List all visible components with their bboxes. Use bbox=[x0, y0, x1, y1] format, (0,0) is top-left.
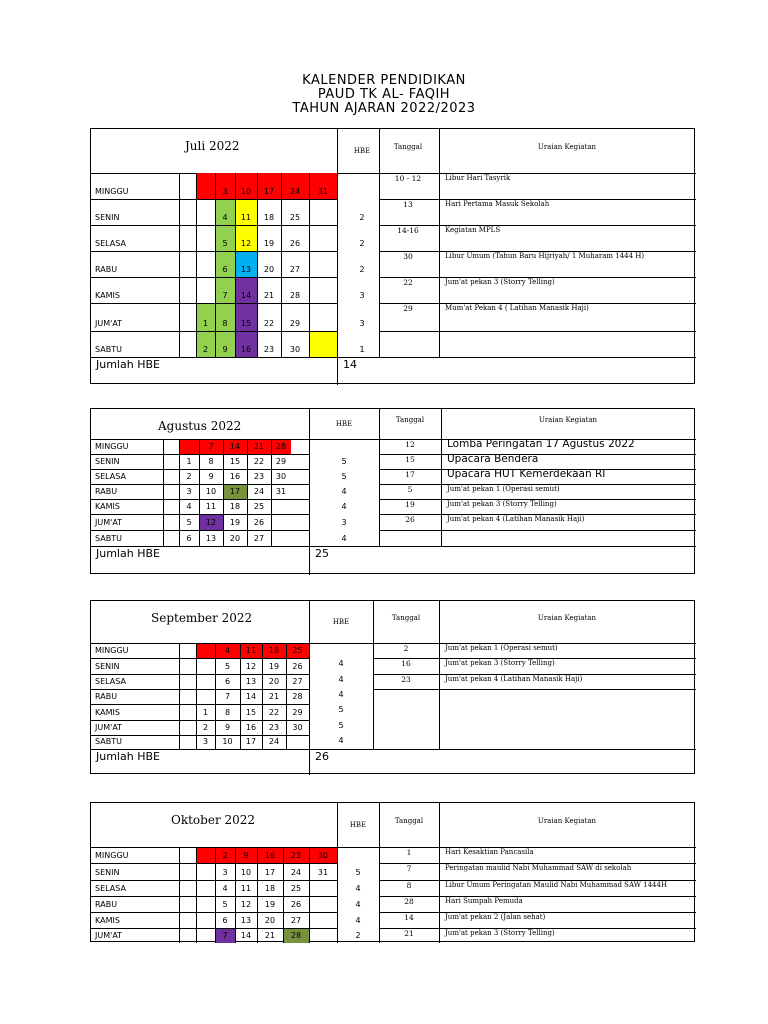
calendar-date: 4 bbox=[186, 502, 192, 511]
date-highlight bbox=[197, 643, 215, 658]
activity-description: Jum'at pekan 3 (Storry Telling) bbox=[445, 659, 555, 667]
divider bbox=[91, 331, 337, 332]
divider bbox=[91, 454, 309, 455]
divider bbox=[91, 928, 337, 929]
activity-description: Jum'at pekan 2 (Jalan sehat) bbox=[445, 913, 546, 921]
activity-description: Jum'at pekan 4 (Latihan Manasik Haji) bbox=[447, 515, 585, 523]
calendar-date: 15 bbox=[245, 708, 257, 717]
calendar-date: 19 bbox=[264, 900, 276, 909]
calendar-date: 9 bbox=[243, 851, 249, 860]
calendar-date: 29 bbox=[289, 319, 301, 328]
month-name: September 2022 bbox=[151, 611, 253, 625]
hbe-count: 2 bbox=[355, 931, 361, 940]
activity-date: 29 bbox=[403, 304, 413, 313]
divider bbox=[379, 530, 696, 531]
weekday-label: KAMIS bbox=[95, 291, 120, 300]
calendar-date: 4 bbox=[222, 884, 228, 893]
hbe-count: 4 bbox=[355, 900, 361, 909]
calendar-date: 23 bbox=[263, 345, 275, 354]
weekday-label: SABTU bbox=[95, 345, 122, 354]
divider bbox=[441, 409, 442, 546]
calendar-date: 14 bbox=[240, 931, 252, 940]
calendar-date: 6 bbox=[224, 677, 231, 686]
divider bbox=[439, 803, 440, 943]
calendar-date: 25 bbox=[292, 646, 303, 655]
calendar-date: 16 bbox=[245, 723, 257, 732]
weekday-label: SABTU bbox=[95, 534, 122, 543]
divider bbox=[439, 129, 440, 357]
calendar-date: 10 bbox=[205, 487, 217, 496]
divider bbox=[91, 303, 337, 304]
calendar-date: 30 bbox=[317, 851, 329, 860]
activity-description: Jum'at pekan 3 (Storry Telling) bbox=[445, 278, 555, 286]
divider bbox=[91, 720, 309, 721]
hbe-count: 3 bbox=[359, 291, 365, 300]
activity-date: 28 bbox=[404, 897, 414, 906]
calendar-date: 23 bbox=[268, 723, 280, 732]
activity-date: 7 bbox=[406, 864, 412, 873]
activity-description: Libur Umum Peringatan Maulid Nabi Muhammad SAW 1444H bbox=[445, 881, 668, 889]
activity-date: 17 bbox=[405, 470, 415, 479]
calendar-date: 8 bbox=[208, 457, 214, 466]
calendar-date: 7 bbox=[222, 931, 228, 940]
jumlah-hbe-label: Jumlah HBE bbox=[96, 547, 160, 560]
calendar-date: 15 bbox=[229, 457, 241, 466]
tanggal-header: Tanggal bbox=[395, 416, 425, 424]
divider bbox=[91, 863, 337, 864]
calendar-date: 3 bbox=[186, 487, 192, 496]
calendar-date: 20 bbox=[229, 534, 241, 543]
jumlah-hbe-label: Jumlah HBE bbox=[96, 358, 160, 371]
activity-date: 14-16 bbox=[397, 226, 419, 235]
divider bbox=[91, 277, 337, 278]
school-name: PAUD TK AL- FAQIH bbox=[317, 87, 451, 102]
calendar-date: 27 bbox=[289, 265, 301, 274]
weekday-label: SELASA bbox=[95, 472, 126, 481]
hbe-count: 3 bbox=[359, 319, 365, 328]
tanggal-header: Tanggal bbox=[394, 817, 424, 825]
activity-description: Jum'at pekan 3 (Storry Telling) bbox=[445, 929, 555, 937]
weekday-label: RABU bbox=[95, 900, 118, 909]
calendar-date: 26 bbox=[290, 900, 302, 909]
activity-description: Kegiatan MPLS bbox=[445, 226, 501, 234]
hbe-count: 5 bbox=[341, 457, 347, 466]
calendar-date: 11 bbox=[240, 213, 252, 222]
calendar-date: 24 bbox=[289, 187, 301, 196]
weekday-label: MINGGU bbox=[95, 442, 129, 451]
calendar-date: 7 bbox=[222, 291, 228, 300]
calendar-date: 11 bbox=[245, 646, 257, 655]
divider bbox=[309, 749, 310, 775]
divider bbox=[91, 514, 309, 515]
date-highlight bbox=[180, 439, 199, 454]
uraian-header: Uraian Kegiatan bbox=[537, 143, 597, 151]
tanggal-header: Tanggal bbox=[391, 614, 421, 622]
calendar-date: 1 bbox=[202, 708, 209, 717]
calendar-date: 18 bbox=[264, 884, 276, 893]
divider bbox=[309, 173, 310, 357]
date-highlight bbox=[310, 331, 337, 357]
calendar-date: 6 bbox=[186, 534, 192, 543]
activity-date: 14 bbox=[404, 913, 414, 922]
divider bbox=[91, 499, 309, 500]
activity-description: Lomba Peringatan 17 Agustus 2022 bbox=[447, 438, 635, 450]
calendar-title: KALENDER PENDIDIKAN bbox=[302, 73, 466, 88]
calendar-date: 26 bbox=[292, 662, 303, 671]
divider bbox=[373, 689, 696, 690]
divider bbox=[337, 357, 338, 385]
divider bbox=[379, 331, 696, 332]
calendar-date: 21 bbox=[253, 442, 265, 451]
divider bbox=[91, 643, 309, 644]
divider bbox=[91, 847, 337, 848]
divider bbox=[379, 803, 380, 943]
divider bbox=[91, 469, 309, 470]
weekday-label: MINGGU bbox=[95, 851, 129, 860]
calendar-month-0 bbox=[90, 128, 695, 384]
calendar-date: 17 bbox=[245, 737, 257, 746]
divider bbox=[91, 199, 337, 200]
calendar-date: 24 bbox=[268, 737, 280, 746]
academic-year: TAHUN AJARAN 2022/2023 bbox=[292, 101, 476, 116]
hbe-header: HBE bbox=[332, 618, 350, 626]
calendar-date: 2 bbox=[186, 472, 192, 481]
calendar-date: 20 bbox=[264, 916, 276, 925]
calendar-month-3 bbox=[90, 802, 695, 942]
hbe-count: 4 bbox=[355, 916, 361, 925]
calendar-date: 22 bbox=[263, 319, 275, 328]
calendar-date: 10 bbox=[240, 187, 252, 196]
activity-description: Libur Umum (Tahun Baru Hijriyah/ 1 Muharam 1444 H) bbox=[445, 252, 645, 260]
calendar-date: 6 bbox=[222, 265, 228, 274]
calendar-date: 25 bbox=[253, 502, 265, 511]
calendar-date: 19 bbox=[229, 518, 241, 527]
divider bbox=[91, 735, 309, 736]
weekday-label: SELASA bbox=[95, 677, 126, 686]
weekday-label: JUM'AT bbox=[95, 931, 123, 940]
divider bbox=[91, 749, 696, 750]
hbe-count: 4 bbox=[338, 736, 344, 745]
weekday-label: SELASA bbox=[95, 884, 126, 893]
calendar-date: 18 bbox=[268, 646, 280, 655]
calendar-date: 30 bbox=[292, 723, 303, 732]
calendar-date: 16 bbox=[229, 472, 241, 481]
month-name: Agustus 2022 bbox=[158, 419, 242, 433]
divider bbox=[91, 896, 337, 897]
calendar-date: 13 bbox=[205, 534, 217, 543]
calendar-date: 25 bbox=[290, 884, 302, 893]
hbe-count: 4 bbox=[338, 690, 344, 699]
divider bbox=[91, 658, 309, 659]
activity-date: 12 bbox=[405, 440, 415, 449]
calendar-date: 18 bbox=[263, 213, 275, 222]
calendar-date: 17 bbox=[264, 868, 276, 877]
calendar-date: 2 bbox=[222, 851, 228, 860]
calendar-date: 2 bbox=[202, 723, 209, 732]
activity-description: Mum'at Pekan 4 ( Latihan Manasik Haji) bbox=[445, 304, 589, 312]
calendar-date: 21 bbox=[268, 692, 280, 701]
divider bbox=[91, 912, 337, 913]
activity-date: 8 bbox=[406, 881, 412, 890]
calendar-date: 15 bbox=[240, 319, 252, 328]
uraian-header: Uraian Kegiatan bbox=[537, 817, 597, 825]
calendar-date: 3 bbox=[222, 868, 228, 877]
activity-date: 23 bbox=[401, 675, 411, 684]
hbe-count: 4 bbox=[341, 502, 347, 511]
divider bbox=[91, 704, 309, 705]
calendar-date: 1 bbox=[202, 319, 209, 328]
tanggal-header: Tanggal bbox=[393, 143, 423, 151]
calendar-date: 27 bbox=[290, 916, 302, 925]
activity-description: Hari Pertama Masuk Sekolah bbox=[445, 200, 550, 208]
jumlah-hbe-label: Jumlah HBE bbox=[96, 750, 160, 763]
calendar-date: 31 bbox=[275, 487, 287, 496]
weekday-label: JUM'AT bbox=[95, 518, 123, 527]
calendar-date: 28 bbox=[289, 291, 301, 300]
divider bbox=[91, 357, 696, 358]
activity-date: 22 bbox=[403, 278, 413, 287]
calendar-date: 24 bbox=[290, 868, 302, 877]
calendar-date: 29 bbox=[292, 708, 303, 717]
month-name: Oktober 2022 bbox=[171, 813, 256, 827]
activity-description: Jum'at pekan 1 (Operasi semut) bbox=[447, 485, 560, 493]
divider bbox=[91, 689, 309, 690]
weekday-label: MINGGU bbox=[95, 646, 129, 655]
calendar-date: 20 bbox=[268, 677, 280, 686]
calendar-month-2 bbox=[90, 600, 695, 774]
date-highlight bbox=[197, 173, 215, 199]
activity-date: 10 - 12 bbox=[394, 174, 422, 183]
activity-date: 21 bbox=[404, 929, 414, 938]
calendar-date: 19 bbox=[263, 239, 275, 248]
calendar-date: 27 bbox=[292, 677, 303, 686]
calendar-date: 22 bbox=[268, 708, 280, 717]
calendar-date: 26 bbox=[289, 239, 301, 248]
calendar-date: 9 bbox=[224, 723, 231, 732]
divider bbox=[91, 251, 337, 252]
calendar-date: 14 bbox=[245, 692, 257, 701]
activity-description: Peringatan maulid Nabi Muhammad SAW di sekolah bbox=[445, 864, 632, 872]
calendar-date: 19 bbox=[268, 662, 280, 671]
calendar-date: 21 bbox=[263, 291, 275, 300]
calendar-date: 7 bbox=[224, 692, 231, 701]
calendar-date: 10 bbox=[222, 737, 233, 746]
divider bbox=[309, 546, 310, 575]
activity-description: Jum'at pekan 1 (Operasi semut) bbox=[445, 644, 558, 652]
weekday-label: JUM'AT bbox=[95, 723, 123, 732]
hbe-header: HBE bbox=[349, 821, 367, 829]
calendar-date: 10 bbox=[240, 868, 252, 877]
calendar-date: 3 bbox=[202, 737, 209, 746]
calendar-date: 28 bbox=[290, 931, 302, 940]
activity-description: Jum'at pekan 4 (Latihan Manasik Haji) bbox=[445, 675, 583, 683]
calendar-date: 1 bbox=[186, 457, 192, 466]
activity-date: 2 bbox=[403, 644, 409, 653]
calendar-date: 12 bbox=[245, 662, 257, 671]
date-highlight bbox=[197, 847, 215, 863]
calendar-date: 30 bbox=[289, 345, 301, 354]
hbe-count: 5 bbox=[338, 721, 344, 730]
calendar-date: 8 bbox=[224, 708, 231, 717]
hbe-count: 4 bbox=[341, 487, 347, 496]
calendar-date: 24 bbox=[253, 487, 265, 496]
jumlah-hbe-total: 25 bbox=[315, 547, 329, 560]
calendar-date: 9 bbox=[222, 345, 228, 354]
activity-description: Upacara HUT Kemerdekaan RI bbox=[447, 468, 606, 480]
activity-date: 26 bbox=[405, 515, 415, 524]
divider bbox=[91, 530, 309, 531]
hbe-count: 5 bbox=[338, 705, 344, 714]
calendar-date: 28 bbox=[275, 442, 287, 451]
calendar-date: 13 bbox=[245, 677, 257, 686]
hbe-count: 1 bbox=[359, 345, 365, 354]
weekday-label: RABU bbox=[95, 487, 118, 496]
calendar-date: 5 bbox=[222, 239, 228, 248]
weekday-label: SENIN bbox=[95, 457, 120, 466]
weekday-label: SENIN bbox=[95, 868, 120, 877]
month-name: Juli 2022 bbox=[185, 139, 240, 153]
calendar-date: 16 bbox=[240, 345, 252, 354]
calendar-date: 12 bbox=[240, 239, 252, 248]
calendar-date: 5 bbox=[224, 662, 231, 671]
hbe-count: 4 bbox=[355, 884, 361, 893]
divider bbox=[91, 439, 309, 440]
hbe-header: HBE bbox=[335, 420, 353, 428]
calendar-date: 2 bbox=[202, 345, 209, 354]
activity-date: 30 bbox=[403, 252, 413, 261]
calendar-date: 13 bbox=[240, 916, 252, 925]
activity-description: Upacara Bendera bbox=[447, 453, 539, 465]
calendar-date: 23 bbox=[253, 472, 265, 481]
calendar-date: 27 bbox=[253, 534, 265, 543]
calendar-date: 11 bbox=[240, 884, 252, 893]
hbe-count: 4 bbox=[338, 675, 344, 684]
divider bbox=[439, 601, 440, 749]
hbe-count: 2 bbox=[359, 265, 365, 274]
calendar-date: 4 bbox=[224, 646, 231, 655]
calendar-date: 29 bbox=[275, 457, 287, 466]
calendar-date: 4 bbox=[222, 213, 228, 222]
activity-date: 13 bbox=[403, 200, 413, 209]
weekday-label: SABTU bbox=[95, 737, 122, 746]
calendar-month-1 bbox=[90, 408, 695, 574]
calendar-date: 8 bbox=[222, 319, 228, 328]
jumlah-hbe-total: 14 bbox=[343, 358, 357, 371]
activity-description: Hari Kesaktian Pancasila bbox=[445, 848, 534, 856]
calendar-date: 20 bbox=[263, 265, 275, 274]
weekday-label: SENIN bbox=[95, 662, 120, 671]
calendar-date: 14 bbox=[240, 291, 252, 300]
weekday-label: KAMIS bbox=[95, 916, 120, 925]
activity-description: Libur Hari Tasyrik bbox=[445, 174, 511, 182]
calendar-date: 23 bbox=[290, 851, 302, 860]
calendar-date: 30 bbox=[275, 472, 287, 481]
hbe-count: 4 bbox=[341, 534, 347, 543]
calendar-date: 18 bbox=[229, 502, 241, 511]
activity-date: 1 bbox=[406, 848, 412, 857]
calendar-date: 31 bbox=[317, 868, 329, 877]
calendar-date: 7 bbox=[208, 442, 214, 451]
weekday-label: SELASA bbox=[95, 239, 126, 248]
calendar-date: 6 bbox=[222, 916, 228, 925]
calendar-date: 22 bbox=[253, 457, 265, 466]
calendar-date: 5 bbox=[222, 900, 228, 909]
divider bbox=[91, 546, 696, 547]
weekday-label: SENIN bbox=[95, 213, 120, 222]
activity-date: 15 bbox=[405, 455, 415, 464]
divider bbox=[91, 484, 309, 485]
hbe-count: 2 bbox=[359, 213, 365, 222]
calendar-date: 11 bbox=[205, 502, 217, 511]
calendar-date: 28 bbox=[292, 692, 303, 701]
hbe-count: 5 bbox=[355, 868, 361, 877]
calendar-date: 12 bbox=[240, 900, 252, 909]
weekday-label: MINGGU bbox=[95, 187, 129, 196]
uraian-header: Uraian Kegiatan bbox=[537, 614, 597, 622]
weekday-label: RABU bbox=[95, 265, 118, 274]
hbe-count: 4 bbox=[338, 659, 344, 668]
calendar-date: 3 bbox=[222, 187, 228, 196]
hbe-header: HBE bbox=[353, 147, 371, 155]
calendar-date: 12 bbox=[205, 518, 217, 527]
calendar-date: 14 bbox=[229, 442, 241, 451]
calendar-date: 13 bbox=[240, 265, 252, 274]
divider bbox=[91, 225, 337, 226]
calendar-date: 21 bbox=[264, 931, 276, 940]
hbe-count: 5 bbox=[341, 472, 347, 481]
weekday-label: KAMIS bbox=[95, 502, 120, 511]
activity-description: Hari Sumpah Pemuda bbox=[445, 897, 523, 905]
divider bbox=[91, 880, 337, 881]
calendar-date: 25 bbox=[289, 213, 301, 222]
calendar-date: 17 bbox=[229, 487, 241, 496]
uraian-header: Uraian Kegiatan bbox=[538, 416, 598, 424]
hbe-count: 2 bbox=[359, 239, 365, 248]
calendar-date: 9 bbox=[208, 472, 214, 481]
divider bbox=[179, 173, 180, 357]
activity-date: 19 bbox=[405, 500, 415, 509]
activity-date: 5 bbox=[407, 485, 413, 494]
calendar-date: 16 bbox=[264, 851, 276, 860]
divider bbox=[91, 674, 309, 675]
weekday-label: KAMIS bbox=[95, 708, 120, 717]
calendar-date: 17 bbox=[263, 187, 275, 196]
activity-description: Jum'at pekan 3 (Storry Telling) bbox=[447, 500, 557, 508]
hbe-count: 3 bbox=[341, 518, 347, 527]
calendar-date: 5 bbox=[186, 518, 192, 527]
calendar-date: 31 bbox=[317, 187, 329, 196]
weekday-label: JUM'AT bbox=[95, 319, 123, 328]
jumlah-hbe-total: 26 bbox=[315, 750, 329, 763]
calendar-date: 26 bbox=[253, 518, 265, 527]
weekday-label: RABU bbox=[95, 692, 118, 701]
activity-date: 16 bbox=[401, 659, 411, 668]
